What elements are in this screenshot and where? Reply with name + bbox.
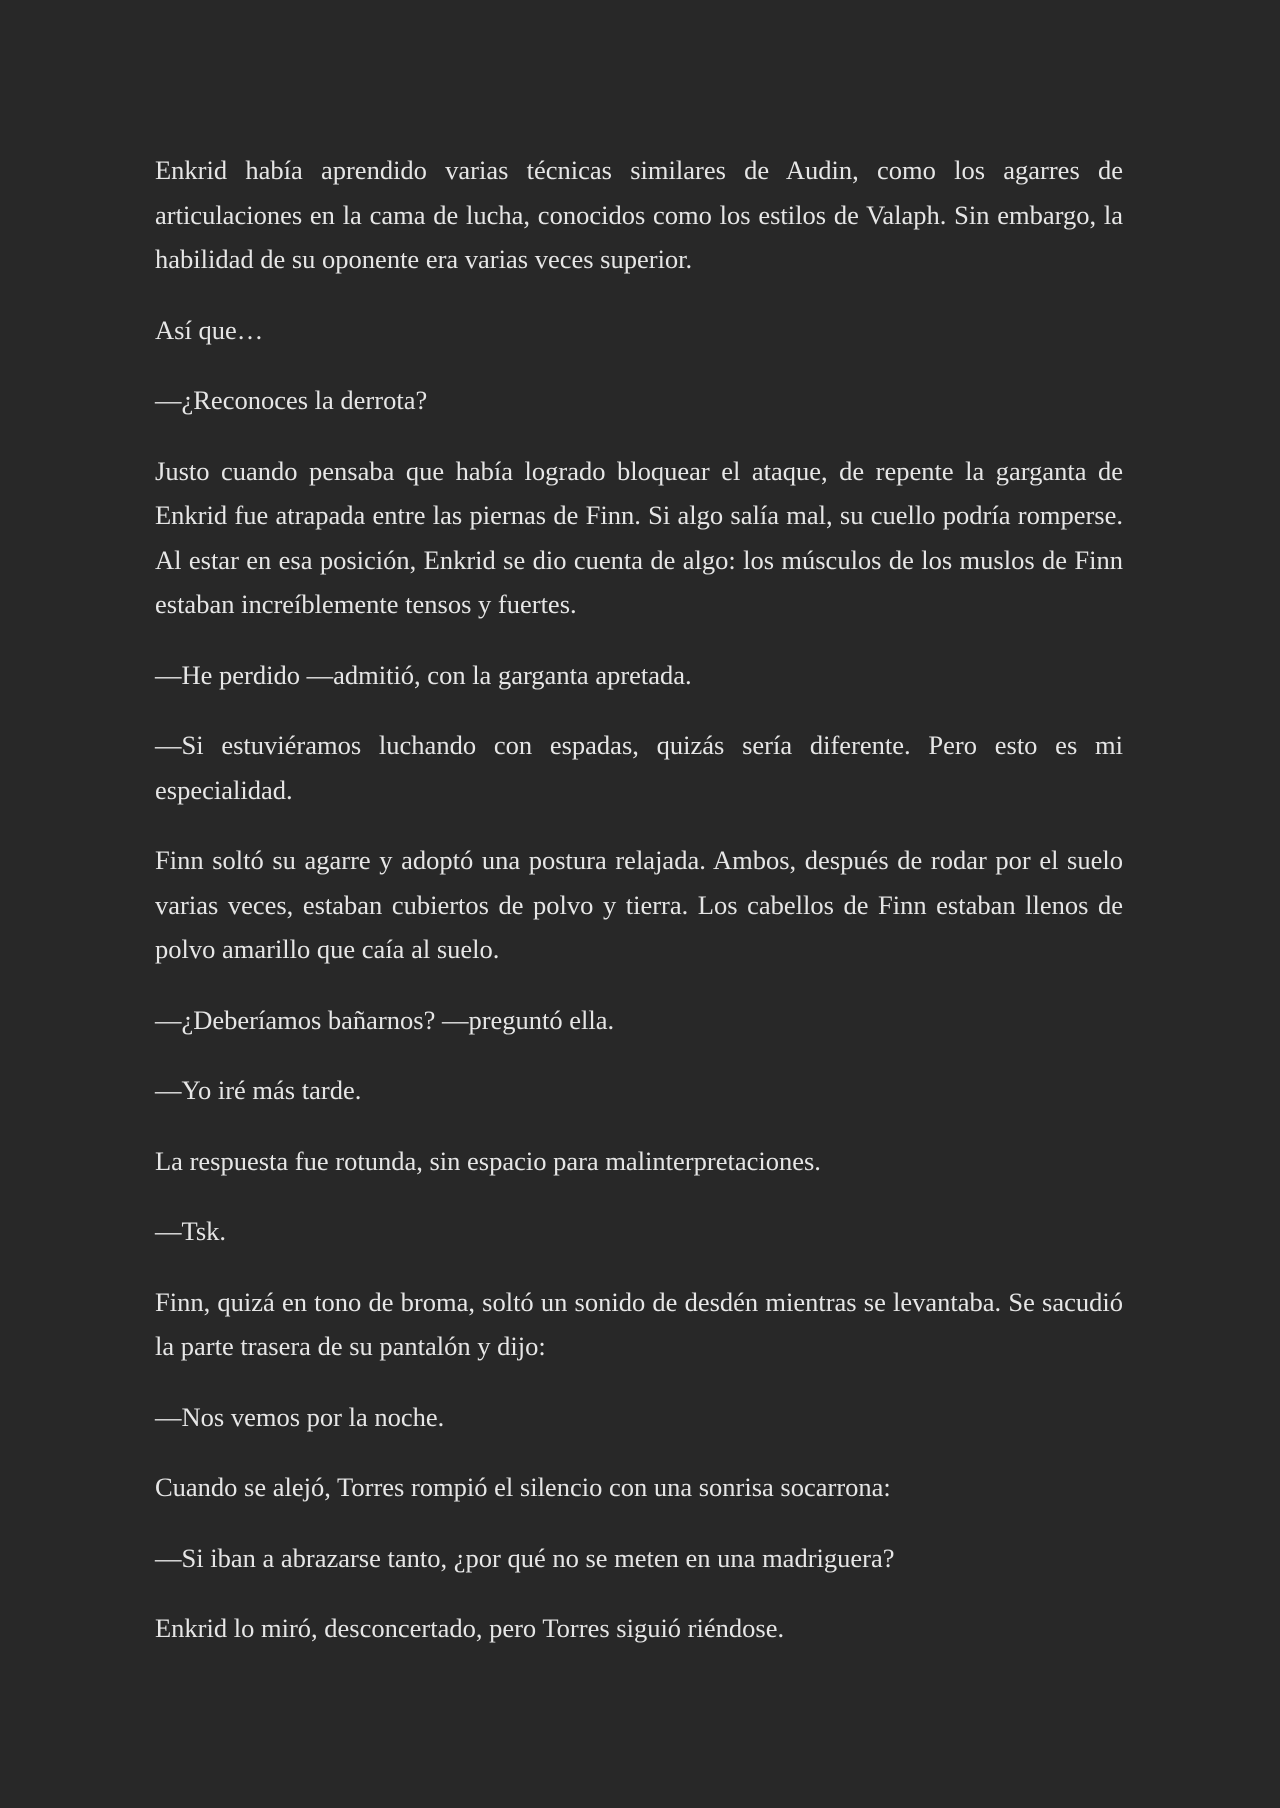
paragraph: Finn, quizá en tono de broma, soltó un sonido de desdén mientras se levantaba. Se sacudió la parte trasera de su pantalón y dijo:: [155, 1286, 1123, 1361]
paragraph: Así que…: [155, 314, 264, 345]
paragraph: Finn soltó su agarre y adoptó una postura relajada. Ambos, después de rodar por el suelo varias veces, estaban cubiertos de polvo y tierra. Los cabellos de Finn estaban llenos de polvo amarillo que caía al suelo.: [155, 845, 1123, 964]
paragraph: Justo cuando pensaba que había logrado bloquear el ataque, de repente la garganta de Enkrid fue atrapada entre las piernas de Finn. Si algo salía mal, su cuello podría romperse. Al estar en esa posición, Enkrid se dio cuenta de algo: los músculos de los muslos de Finn estaban increíblemente tensos y fuertes.: [155, 455, 1123, 619]
paragraph: Cuando se alejó, Torres rompió el silencio con una sonrisa socarrona:: [155, 1472, 891, 1502]
chapter-text: [155, 148, 1123, 1651]
paragraph: —He perdido —admitió, con la garganta apretada.: [155, 659, 692, 690]
paragraph: —Si iban a abrazarse tanto, ¿por qué no se meten en una madriguera?: [155, 1542, 895, 1573]
paragraph: —Yo iré más tarde.: [155, 1075, 362, 1105]
paragraph: —Nos vemos por la noche.: [155, 1401, 445, 1432]
paragraph: —¿Reconoces la derrota?: [155, 385, 428, 415]
paragraph: La respuesta fue rotunda, sin espacio para malinterpretaciones.: [155, 1145, 821, 1176]
paragraph: —Si estuviéramos luchando con espadas, quizás sería diferente. Pero esto es mi especialidad.: [155, 730, 1123, 805]
paragraph: —¿Deberíamos bañarnos? —preguntó ella.: [155, 1004, 615, 1035]
paragraph: Enkrid había aprendido varias técnicas similares de Audin, como los agarres de articulaciones en la cama de lucha, conocidos como los estilos de Valaph. Sin embargo, la habilidad de su oponente era varias veces superior.: [155, 155, 1123, 274]
paragraph: —Tsk.: [155, 1216, 227, 1246]
paragraph: Enkrid lo miró, desconcertado, pero Torres siguió riéndose.: [155, 1613, 785, 1643]
